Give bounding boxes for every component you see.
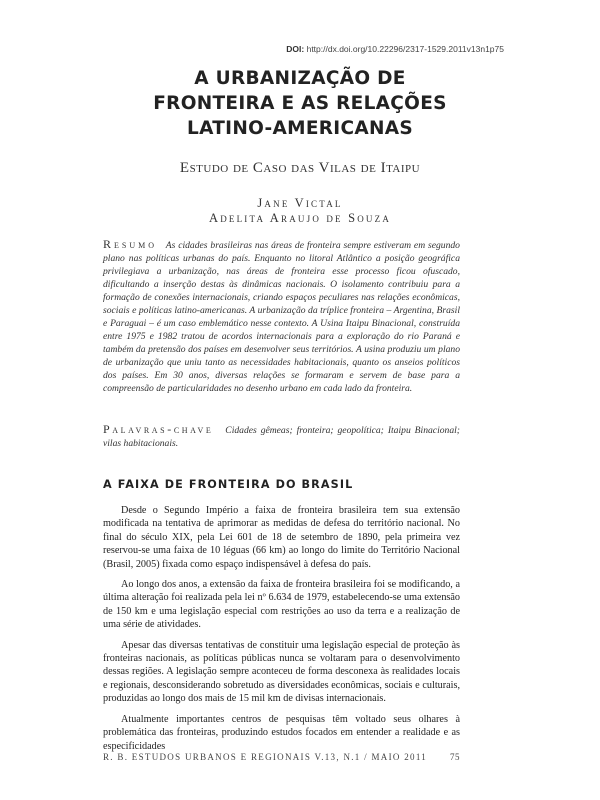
abstract-text: As cidades brasileiras nas áreas de fronteira sempre estiveram em segundo plano nas políticas urbanas do país. Enquanto no litoral Atlântico a posição geográfica privilegiava a urbanização, nas áreas de fronteira esse processo ficou ofuscado, dificultando a inserção destas às dinâmicas nacionais. O isolamento contribuiu para a formação de conexões internacionais, criando espaços peculiares nas relações econômicas, sociais e políticas latino-americanas. A urbanização da tríplice fronteira – Argentina, Brasil e Paraguai – é um caso emblemático nesse contexto. A Usina Itaipu Binacional, construída entre 1975 e 1982 tratou de acordos internacionais para a exploração do rio Paraná e também da pretensão dos países em desenvolver seus territórios. A usina produziu um plano de urbanização que uniu tanto as necessidades habitacionais, quanto os anseios políticos dos países. Em 30 anos, diversas relações se formaram e servem de base para a compreensão de particularidades no desenho urbano em cada lado da fronteira. bbox=[103, 240, 460, 394]
keywords-text: Cidades gêmeas; fronteira; geopolítica; Itaipu Binacional; vilas habitacionais. bbox=[103, 425, 460, 449]
doi-link[interactable]: http://dx.doi.org/10.22296/2317-1529.2011v13n1p75 bbox=[306, 44, 504, 54]
title-line: FRONTEIRA E AS RELAÇÕES bbox=[153, 93, 447, 114]
page-number: 75 bbox=[450, 752, 460, 762]
author-name: Jane Victal bbox=[257, 196, 343, 210]
body-paragraph: Desde o Segundo Império a faixa de fronteira brasileira tem sua extensão modificada na tentativa de aprimorar as medidas de defesa do território nacional. No final do século XIX, pela Lei 601 de 18 de setembro de 1890, pela primeira vez reservou-se uma faixa de 10 léguas (66 km) ao longo do limite do Território Nacional (Brasil, 2005) fixada como espaço indispensável à defesa do país. bbox=[103, 505, 460, 570]
body-paragraph: Apesar das diversas tentativas de constituir uma legislação especial de proteção às fronteiras nacionais, as políticas públicas nunca se voltaram para o desenvolvimento dessas regiões. A legislação sempre aconteceu de forma desconexa às realidades locais e regionais, desconsiderando sobretudo as diversidades econômicas, sociais e culturais, produzidas ao longo dos mais de 15 mil km de divisas internacionais. bbox=[103, 639, 460, 705]
title-line: A URBANIZAÇÃO DE bbox=[194, 68, 406, 89]
abstract bbox=[103, 238, 460, 395]
keywords-label: Palavras-chave bbox=[103, 422, 214, 436]
section-heading: A FAIXA DE FRONTEIRA DO BRASIL bbox=[103, 478, 354, 491]
article-subtitle: Estudo de Caso das Vilas de Itaipu bbox=[179, 160, 421, 176]
body-paragraph: Atualmente importantes centros de pesquisas têm voltado seus olhares à problemática das fronteiras, produzindo estudos focados em entender a realidade e as especificidades bbox=[103, 713, 460, 752]
page-footer bbox=[103, 752, 460, 762]
article-title bbox=[100, 66, 500, 141]
author-name: Adelita Araujo de Souza bbox=[208, 211, 392, 225]
doi-line bbox=[286, 44, 504, 54]
title-line: LATINO-AMERICANAS bbox=[186, 118, 414, 139]
journal-citation: R. B. ESTUDOS URBANOS E REGIONAIS V.13, N.1 / MAIO 2011 bbox=[103, 752, 428, 762]
keywords bbox=[103, 423, 460, 450]
body-paragraph: Ao longo dos anos, a extensão da faixa de fronteira brasileira foi se modificando, a última alteração foi realizada pela lei nº 6.634 de 1979, estabelecendo-se uma extensão de 150 km e uma legislação especial com restrições ao uso da terra e a realização de uma série de atividades. bbox=[103, 579, 460, 631]
body-text bbox=[103, 504, 460, 760]
doi-label: DOI: bbox=[286, 44, 305, 54]
abstract-label: Resumo bbox=[103, 237, 158, 251]
